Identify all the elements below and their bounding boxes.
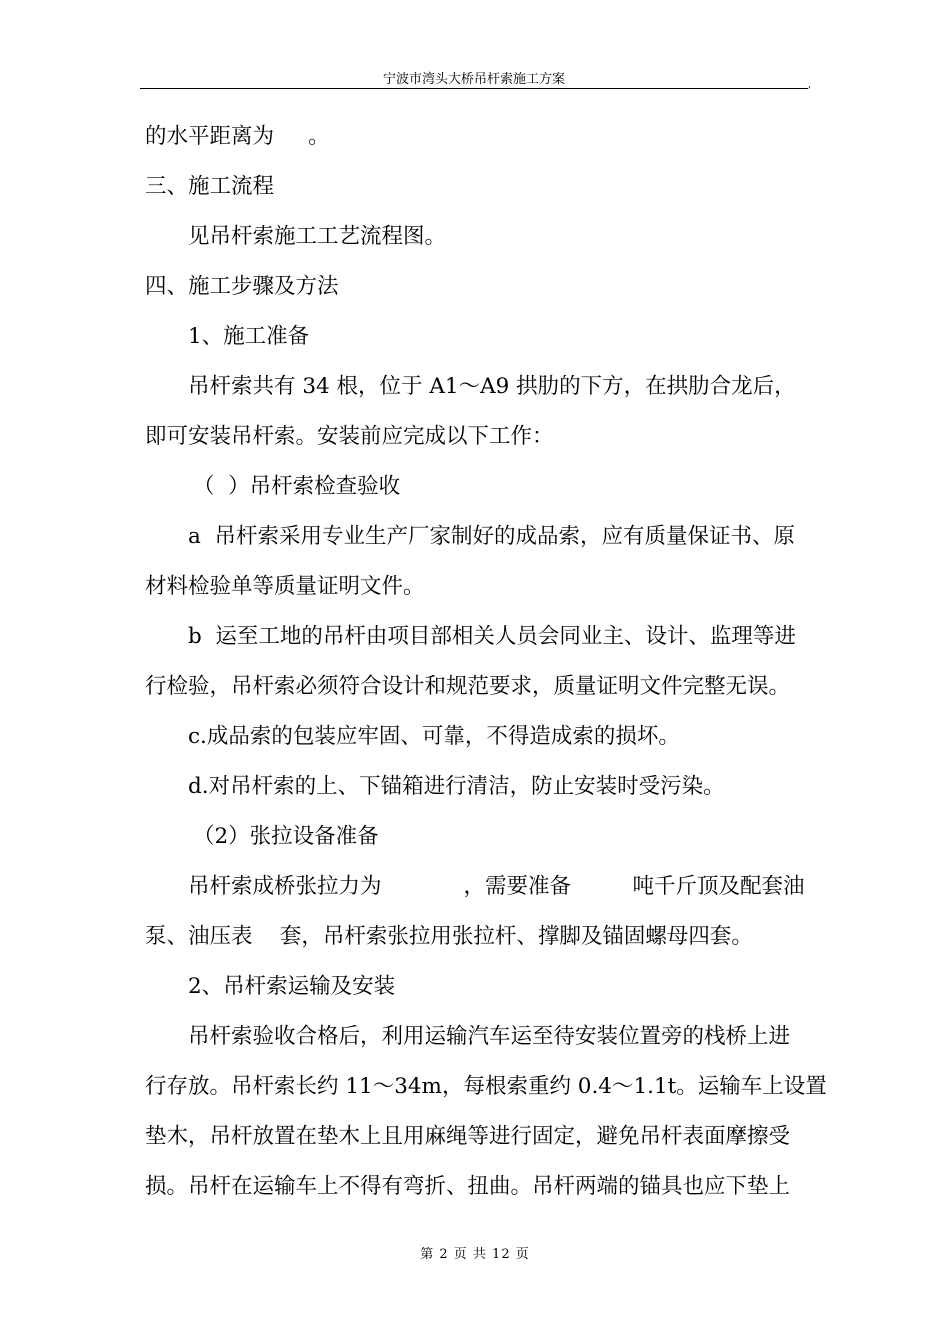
- text-line: （2）张拉设备准备: [193, 824, 379, 849]
- text-line: b 运至工地的吊杆由项目部相关人员会同业主、设计、监理等进: [188, 624, 796, 649]
- text-line: a 吊杆索采用专业生产厂家制好的成品索，应有质量保证书、原: [188, 524, 795, 549]
- text-line: 材料检验单等质量证明文件。: [145, 574, 425, 599]
- text-line: d.对吊杆索的上、下锚箱进行清洁，防止安装时受污染。: [188, 774, 725, 799]
- text-line: 的水平距离为 。: [145, 124, 330, 149]
- text-line: 2、吊杆索运输及安装: [188, 974, 396, 999]
- page-header-title: 宁波市湾头大桥吊杆索施工方案: [382, 72, 565, 87]
- header-rule: [140, 88, 808, 89]
- text-line: 四、施工步骤及方法: [145, 274, 339, 299]
- text-line: 1、施工准备: [188, 324, 310, 349]
- text-line: 垫木，吊杆放置在垫木上且用麻绳等进行固定，避免吊杆表面摩擦受: [145, 1124, 791, 1149]
- text-line: （ ）吊杆索检查验收: [193, 474, 401, 499]
- text-line: 吊杆索共有 34 根，位于 A1～A9 拱肋的下方，在拱肋合龙后，: [188, 374, 796, 399]
- page-footer: 第 2 页 共 12 页: [420, 1247, 530, 1262]
- text-line: 泵、油压表 套，吊杆索张拉用张拉杆、撑脚及锚固螺母四套。: [145, 924, 753, 949]
- text-line: 行检验，吊杆索必须符合设计和规范要求，质量证明文件完整无误。: [145, 674, 791, 699]
- text-line: 吊杆索成桥张拉力为 ，需要准备 吨千斤顶及配套油: [188, 874, 805, 899]
- text-line: 行存放。吊杆索长约 11～34m，每根索重约 0.4～1.1t。运输车上设置: [145, 1074, 827, 1099]
- text-line: 吊杆索验收合格后，利用运输汽车运至待安装位置旁的栈桥上进: [188, 1024, 791, 1049]
- text-line: 三、施工流程: [145, 174, 275, 199]
- text-line: 见吊杆索施工工艺流程图。: [188, 224, 447, 249]
- text-line: c.成品索的包装应牢固、可靠，不得造成索的损坏。: [188, 724, 680, 749]
- header-mark: ,: [808, 79, 812, 90]
- text-line: 即可安装吊杆索。安装前应完成以下工作：: [145, 424, 554, 449]
- document-body: [145, 112, 827, 1212]
- text-line: 损。吊杆在运输车上不得有弯折、扭曲。吊杆两端的锚具也应下垫上: [145, 1174, 791, 1199]
